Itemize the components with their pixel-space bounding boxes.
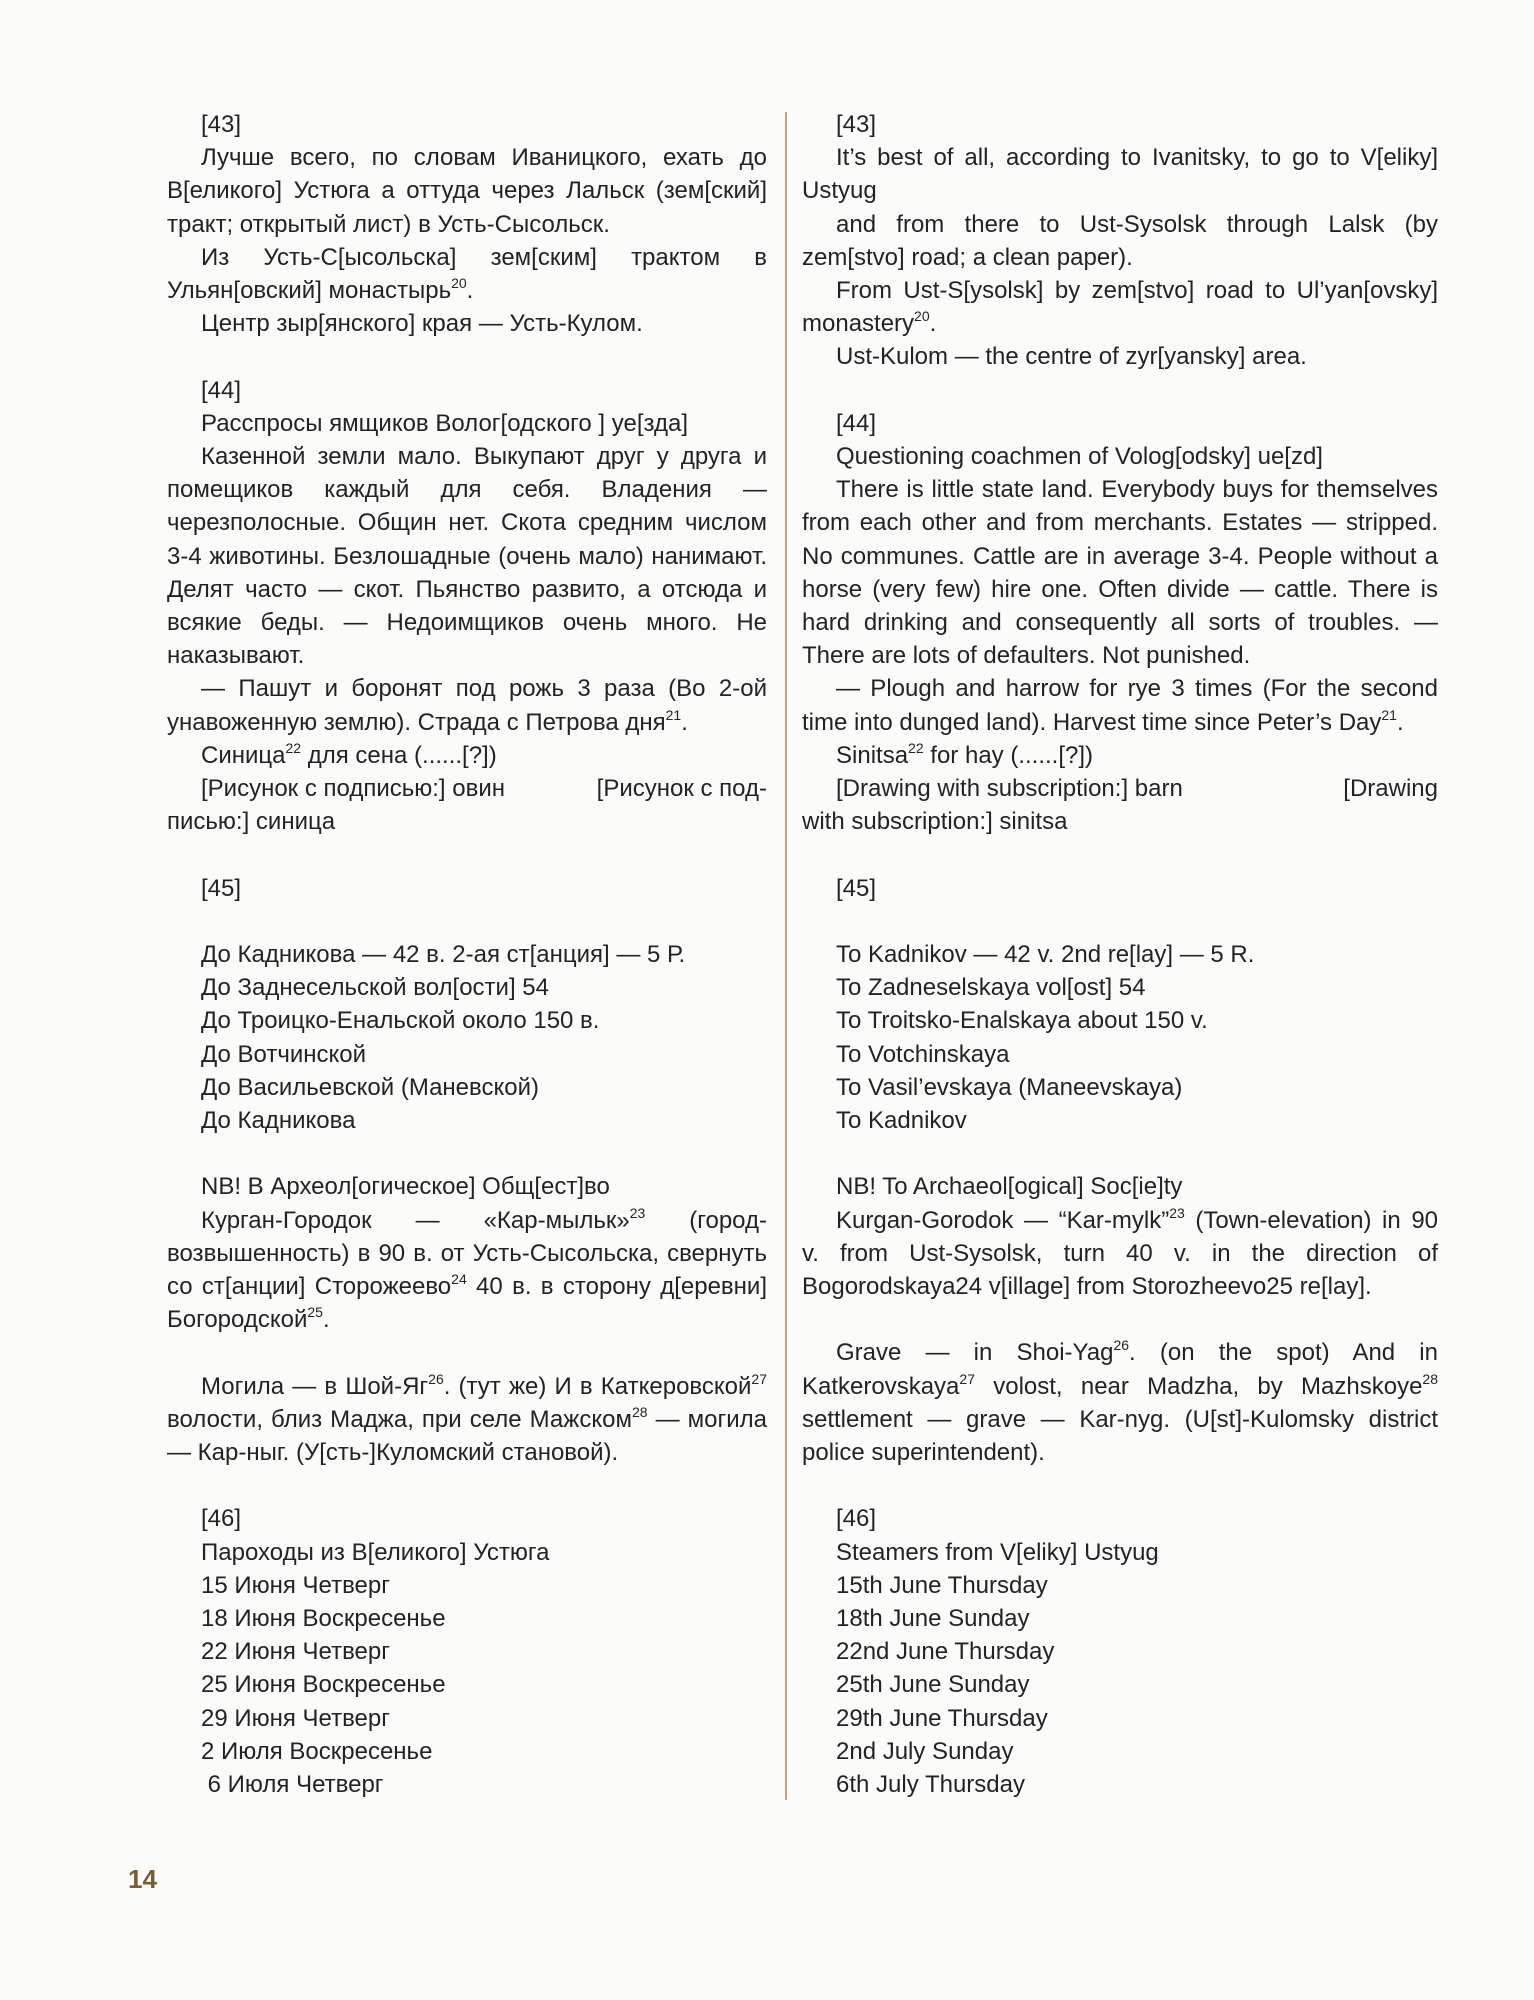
list-item: 15th June Thursday (836, 1571, 1048, 1599)
paragraph: Синица$^{22}$ для сена (......[?]) (201, 739, 497, 769)
list-item: До Заднесельской вол[ости] 54 (201, 974, 549, 1002)
english-column (802, 108, 1438, 1801)
footnote-ref: 27 (751, 1370, 767, 1387)
paragraph: Grave — in Shoi-Yag$^{26}$. (on the spot) And in Katkerovskaya$^{27}$ volost, near Madzha, by Mazhskoye$^{28}$ settlement — grave — Kar-nyg. (U[st]-Kulomsky district police superintendent). (802, 1337, 1438, 1467)
list-item: 29 Июня Четверг (201, 1704, 390, 1732)
russian-column (167, 108, 767, 1801)
list-item: 25 Июня Воскресенье (201, 1671, 446, 1699)
footnote-ref: 20 (914, 308, 930, 325)
section-title: Steamers from V[eliky] Ustyug (836, 1538, 1159, 1566)
paragraph: Лучше всего, по словам Иваницкого, ехать до В[еликого] Устюга а оттуда через Лальск (зем[ский] тракт; открытый лист) в Усть-Сысольск. (167, 144, 767, 238)
list-item: 22 Июня Четверг (201, 1638, 390, 1666)
paragraph: — Plough and harrow for rye 3 times (For the second time into dunged land). Harvest time since Peter’s Day$^{21}$. (802, 675, 1438, 736)
list-item: До Вотчинской (201, 1040, 367, 1068)
list-item: 2 Июля Воскресенье (201, 1737, 433, 1765)
paragraph: There is little state land. Everybody buys for themselves from each other and from merchants. Estates — stripped. No communes. Cattle are in average 3-4. People without a horse (very few) hire one. Often divide — cattle. There is hard drinking and consequently all sorts of troubles. — There are lots of defaulters. Not punished. (802, 476, 1438, 670)
section-number: [44] (201, 376, 242, 404)
paragraph: Ust-Kulom — the centre of zyr[yansky] area. (836, 343, 1307, 371)
footnote-ref: 21 (665, 706, 682, 723)
paragraph: Могила — в Шой-$Яг^{26}$. (тут же) И в Каткеровской$^{27}$ волости, близ Маджа, при селе Мажском$^{28}$ — могила — Кар-ныг. (У[сть-]Куломский становой). (167, 1370, 767, 1467)
footnote-ref: 23 (629, 1204, 646, 1221)
footnote-ref: 21 (1381, 706, 1397, 723)
drawing-caption-cont: with subscription:] sinitsa (802, 808, 1068, 836)
list-item: 18 Июня Воскресенье (201, 1605, 446, 1633)
section-title: Пароходы из В[еликого] Устюга (201, 1538, 550, 1566)
section-number: [43] (201, 111, 242, 138)
paragraph: and from there to Ust-Sysolsk through Lalsk (by zem[stvo] road; a clean paper). (802, 210, 1438, 271)
column-divider (785, 112, 787, 1800)
footnote-ref: 28 (631, 1403, 648, 1420)
paragraph: Курган-Городок — «Кар-мыльк»$^{23}$ (город-возвышенность) в 90 в. от Усть-Сысольска, свернуть со ст[анции] Сторожеево$^{24}$ 40 в. в сторону д[еревни] Богородской$^{25}$. (167, 1204, 768, 1334)
drawing-caption-line: [Drawing with subscription:] barn [Drawing (836, 775, 1438, 803)
paragraph: Kurgan-Gorodok — “Kar-mylk”$^{23}$ (Town-elevation) in 90 v. from Ust-Sysolsk, turn 40 v. in the direction of Bogorodskaya24 v[illage] from Storozheevo25 re[lay]. (802, 1204, 1439, 1301)
list-item: До Васильевской (Маневской) (201, 1073, 540, 1101)
footnote-ref: 28 (1422, 1370, 1438, 1387)
drawing-caption-cont: писью:] синица (167, 808, 336, 836)
list-item: To Votchinskaya (836, 1040, 1010, 1068)
list-item: До Кадникова (201, 1107, 356, 1135)
section-number: [46] (201, 1505, 242, 1533)
list-item: До Кадникова — 42 в. 2-ая ст[анция] — 5 Р. (201, 941, 686, 969)
list-item: 25th June Sunday (836, 1671, 1030, 1699)
list-item: To Kadnikov (836, 1107, 967, 1135)
list-item: До Троицко-Енальской около 150 в. (201, 1007, 600, 1035)
list-item: 29th June Thursday (836, 1704, 1048, 1732)
paragraph: It’s best of all, according to Ivanitsky, to go to V[eliky] Ustyug (802, 144, 1438, 205)
section-number: [46] (836, 1505, 877, 1533)
paragraph: Центр зыр[янского] края — Усть-Кулом. (201, 310, 643, 338)
list-item: 2nd July Sunday (836, 1737, 1014, 1765)
paragraph: Из Усть-С[ысольска] зем[ским] трактом в Ульян[овский] монастырь$^{20}$. (167, 243, 767, 305)
footnote-ref: 25 (307, 1304, 323, 1321)
paragraph: Казенной земли мало. Выкупают друг у друга и помещиков каждый для себя. Владения — черезполосные. Общин нет. Скота средним числом 3-4 животины. Безлошадные (очень мало) нанимают. Делят часто — скот. Пьянство развито, а отсюда и всякие беды. — Недоимщиков очень много. Не наказывают. (167, 443, 767, 670)
section-number: [45] (201, 874, 242, 902)
section-number: [44] (836, 409, 877, 437)
paragraph: Sinitsa$^{22}$ for hay (......[?]) (836, 739, 1094, 769)
list-item: To Zadneselskaya vol[ost] 54 (836, 974, 1146, 1002)
list-item: To Kadnikov — 42 v. 2nd re[lay] — 5 R. (836, 941, 1255, 969)
list-item: 18th June Sunday (836, 1605, 1030, 1633)
nb-note: NB! В Археол[огическое] Общ[ест]во (201, 1173, 610, 1201)
paragraph: — Пашут и боронят под рожь 3 раза (Во 2-ой унавоженную землю). Страда с Петрова дня$^{21}$. (167, 675, 767, 736)
footnote-ref: 27 (959, 1370, 975, 1387)
footnote-ref: 24 (451, 1271, 467, 1288)
section-number: [43] (836, 111, 877, 138)
footnote-ref: 26 (1113, 1337, 1130, 1354)
page-number: 14 (128, 1864, 157, 1894)
nb-note: NB! To Archaeol[ogical] Soc[ie]ty (836, 1173, 1183, 1201)
footnote-ref: 20 (451, 275, 467, 292)
list-item: 22nd June Thursday (836, 1638, 1055, 1666)
footnote-ref: 22 (908, 739, 924, 756)
footnote-ref: 23 (1169, 1204, 1185, 1221)
list-item: 6 Июля Четверг (201, 1771, 384, 1799)
section-title: Расспросы ямщиков Волог[одского ] уе[зда] (201, 409, 688, 437)
list-item: 6th July Thursday (836, 1771, 1025, 1799)
section-title: Questioning coachmen of Volog[odsky] ue[zd] (836, 443, 1323, 471)
footnote-ref: 26 (428, 1370, 444, 1387)
section-number: [45] (836, 874, 877, 902)
list-item: To Vasil’evskaya (Maneevskaya) (836, 1073, 1183, 1101)
list-item: 15 Июня Четверг (201, 1571, 390, 1599)
paragraph: From Ust-S[ysolsk] by zem[stvo] road to Ul’yan[ovsky] monastery$^{20}$. (802, 277, 1438, 338)
footnote-ref: 22 (285, 739, 302, 756)
drawing-caption-line: [Рисунок с подписью:] овин [Рисунок с под- (201, 775, 767, 803)
list-item: To Troitsko-Enalskaya about 150 v. (836, 1007, 1208, 1035)
